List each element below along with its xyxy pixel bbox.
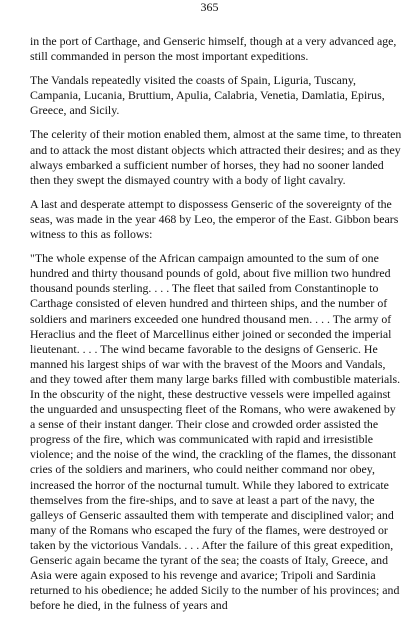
paragraph: A last and desperate attempt to dispossess Genseric of the sovereignty of the seas, was made in the year 468 by Leo, the emperor of the East. Gibbon bears witness to this as follows:	[30, 196, 399, 242]
page-number: 365	[200, 0, 219, 14]
paragraph: The Vandals repeatedly visited the coasts of Spain, Liguria, Tuscany, Campania, Lucania, Bruttium, Apulia, Calabria, Venetia, Damlatia, Epirus, Greece, and Sicily.	[30, 73, 385, 118]
paragraph: "The whole expense of the African campaign amounted to the sum of one hundred and thirty thousand pounds of gold, about five million two hundred thousand pounds sterling. . . . The fleet that sailed from Constantinople to Carthage consisted of eleven hundred and thirteen ships, and the number of soldiers and mariners exceeded one hundred thousand men. . . . The army of Heraclius and the fleet of Marcellinus either joined or seconded the imperial lieutenant. . . . The wind became favorable to the designs of Genseric. He manned his largest ships of war with the bravest of the Moors and Vandals, and they towed after them many large barks filled with combustible materials. In the obscurity of the night, these destructive vessels were impelled against the unguarded and unsuspecting fleet of the Romans, who were awakened by a sense of their instant danger. Their close and crowded order assisted the progress of the fire, which was communicated with rapid and irresistible violence; and the noise of the wind, the crackling of the flames, the dissonant cries of the soldiers and mariners, who could neither command nor obey, increased the horror of the nocturnal tumult. While they labored to extricate themselves from the fire-ships, and to save at least a part of the navy, the galleys of Genseric assaulted them with temperate and disciplined valor; and many of the Romans who escaped the fury of the flames, were destroyed or taken by the victorious Vandals. . . . After the failure of this great expedition, Genseric again became the tyrant of the sea; the coasts of Italy, Greece, and Asia were again exposed to his revenge and avarice; Tripoli and Sardinia returned to his obedience; he added Sicily to the number of his provinces; and before he died, in the fulness of years and	[30, 251, 401, 613]
paragraph: in the port of Carthage, and Genseric himself, though at a very advanced age, still commanded in person the most important expeditions.	[30, 34, 397, 64]
body-text	[30, 34, 402, 622]
paragraph: The celerity of their motion enabled them, almost at the same time, to threaten and to attack the most distant objects which attracted their desires; and as they always embarked a sufficient number of horses, they had no sooner landed then they swept the dismayed country with a body of light cavalry.	[30, 127, 402, 187]
